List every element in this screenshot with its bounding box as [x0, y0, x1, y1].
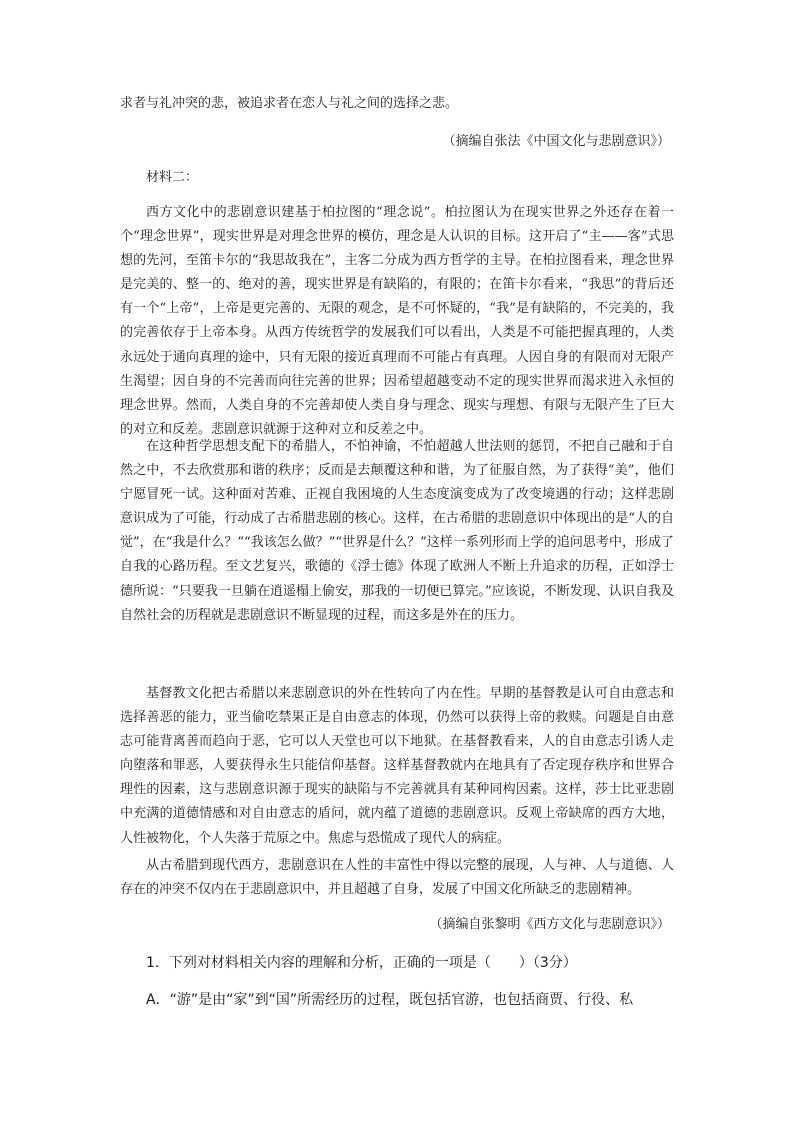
body-paragraph: 西方文化中的悲剧意识建基于柏拉图的“理念说”。柏拉图认为在现实世界之外还存在着一个“理念世界”，现实世界是对理念世界的模仿，理念是人认识的目标。这开启了“主——客”式思想的先河，至笛卡尔的“我思故我在”，主客二分成为西方哲学的主导。在柏拉图看来，理念世界是完美的、整一的、绝对的善，现实世界是有缺陷的，有限的；在笛卡尔看来，“我思”的背后还有一个“上帝”，上帝是更完善的、无限的观念，是不可怀疑的，“我”是有缺陷的，不完美的，我的完善依存于上帝本身。从西方传统哲学的发展我们可以看出，人类是不可能把握真理的，人类永远处于通向真理的途中，只有无限的接近真理而不可能占有真理。人因自身的有限而对无限产生渴望；因自身的不完善而向往完善的世界；因希望超越变动不定的现实世界而渴求进入永恒的理念世界。然而，人类自身的不完善却使人类自身与理念、现实与理想、有限与无限产生了巨大的对立和反差。悲剧意识就源于这种对立和反差之中。 — [120, 205, 674, 437]
body-paragraph: 从古希腊到现代西方，悲剧意识在人性的丰富性中得以完整的展现，人与神、人与道德、人存在的冲突不仅内在于悲剧意识中，并且超越了自身，发展了中国文化所缺乏的悲剧精神。 — [120, 858, 674, 898]
body-paragraph: 在这种哲学思想支配下的希腊人，不怕神谕，不怕超越人世法则的惩罚，不把自己融和于自然之中，不去欣赏那和谐的秩序；反而是去颠覆这种和谐，为了征服自然，为了获得“美”，他们宁愿冒死一试。这种面对苦难、正视自我困境的人生态度演变成为了改变境遇的行动；这样悲剧意识成为了可能，行动成了古希腊悲剧的核心。这样，在古希腊的悲剧意识中体现出的是“人的自觉”，在“我是什么？”“我该怎么做？”“世界是什么？”这样一系列形而上学的追问思考中，形成了自我的心路历程。至文艺复兴，歌德的《浮士德》体现了欧洲人不断上升追求的历程，正如浮士德所说：“只要我一旦躺在逍遥榻上偷安，那我的一切便已算完。”应该说，不断发现、认识自我及自然社会的历程就是悲剧意识不断显现的过程，而这多是外在的压力。 — [120, 439, 674, 623]
answer-option-a: A．“游”是由“家”到“国”所需经历的过程，既包括官游，也包括商贾、行役、私 — [146, 992, 634, 1008]
question-stem: 1．下列对材料相关内容的理解和分析，正确的一项是（ ）（3分） — [146, 955, 577, 971]
paragraph-continuation: 求者与礼冲突的悲，被追求者在恋人与礼之间的选择之悲。 — [120, 96, 459, 111]
source-citation: （摘编自张黎明《西方文化与悲剧意识》） — [429, 917, 670, 932]
source-citation: （摘编自张法《中国文化与悲剧意识》） — [442, 134, 670, 149]
material-heading: 材料二： — [146, 170, 199, 185]
body-paragraph: 基督教文化把古希腊以来悲剧意识的外在性转向了内在性。早期的基督教是认可自由意志和选择善恶的能力，亚当偷吃禁果正是自由意志的体现，仍然可以获得上帝的救赎。问题是自由意志可能背离善而趋向于恶，它可以人天堂也可以下地狱。在基督教看来，人的自由意志引诱人走向堕落和罪恶，人要获得永生只能信仰基督。这样基督教就内在地具有了否定现存秩序和世界合理性的因素，这与悲剧意识源于现实的缺陷与不完善就具有某种同构因素。这样，莎士比亚悲剧中充满的道德情感和对自由意志的盾问，就内蕴了道德的悲剧意识。反观上帝缺席的西方大地，人性被物化，个人失落于荒原之中。焦虑与恐慌成了现代人的病症。 — [120, 686, 674, 846]
